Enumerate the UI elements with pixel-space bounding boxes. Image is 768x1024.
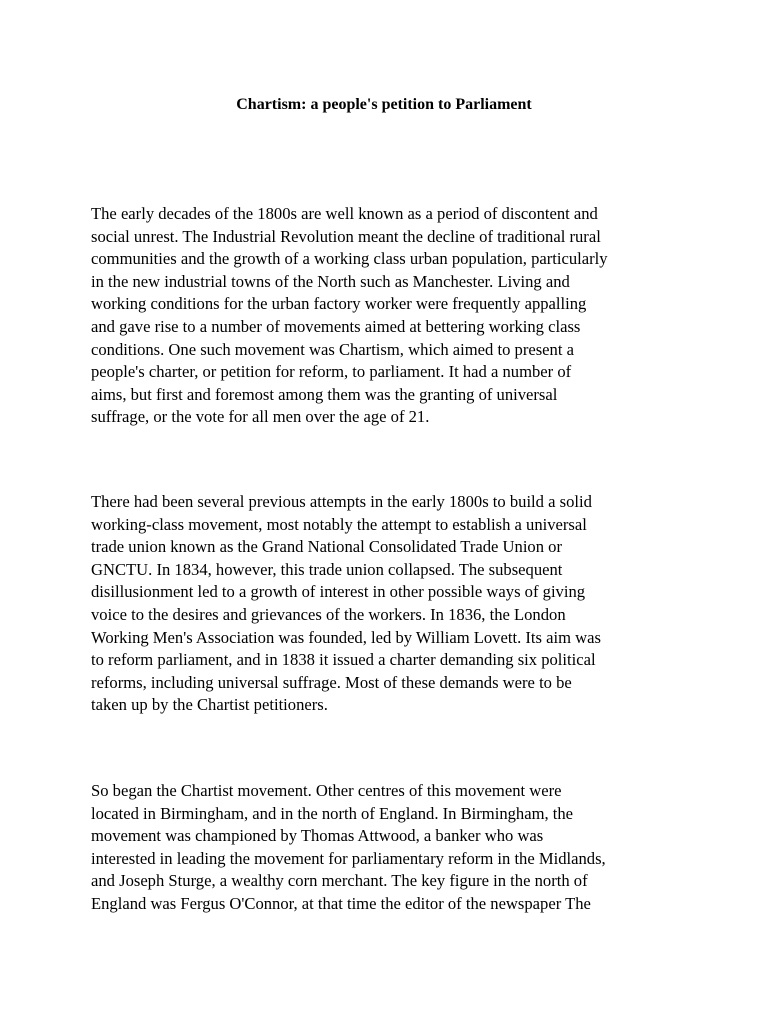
paragraph-line: and Joseph Sturge, a wealthy corn merchant. The key figure in the north of (91, 871, 588, 891)
paragraph-line: There had been several previous attempts in the early 1800s to build a solid (91, 492, 592, 511)
paragraph-line: and gave rise to a number of movements aimed at bettering working class (91, 316, 581, 336)
paragraph-line: communities and the growth of a working class urban population, particularly (91, 249, 608, 269)
paragraph-line: conditions. One such movement was Chartism, which aimed to present a (91, 339, 574, 359)
paragraph-line: aims, but first and foremost among them was the granting of universal (91, 384, 558, 404)
document-title: Chartism: a people's petition to Parliament (236, 96, 532, 113)
paragraph-line: England was Fergus O'Connor, at that time the editor of the newspaper The (91, 893, 591, 913)
paragraph-line: taken up by the Chartist petitioners. (91, 695, 328, 715)
paragraph-line: working-class movement, most notably the attempt to establish a universal (91, 514, 587, 534)
paragraph-line: interested in leading the movement for parliamentary reform in the Midlands, (91, 848, 606, 868)
paragraph-line: movement was championed by Thomas Attwood, a banker who was (91, 826, 544, 846)
paragraph-line: social unrest. The Industrial Revolution meant the decline of traditional rural (91, 226, 601, 246)
paragraph-line: Working Men's Association was founded, led by William Lovett. Its aim was (91, 627, 601, 647)
paragraph-line: GNCTU. In 1834, however, this trade union collapsed. The subsequent (91, 559, 563, 579)
paragraph-1 (91, 203, 691, 429)
paragraph-line: suffrage, or the vote for all men over the age of 21. (91, 407, 430, 427)
paragraph-2 (91, 491, 691, 717)
paragraph-line: disillusionment led to a growth of interest in other possible ways of giving (91, 582, 586, 602)
paragraph-line: to reform parliament, and in 1838 it issued a charter demanding six political (91, 650, 596, 670)
paragraph-line: The early decades of the 1800s are well known as a period of discontent and (91, 204, 598, 223)
paragraph-line: in the new industrial towns of the North such as Manchester. Living and (91, 271, 570, 291)
paragraph-3 (91, 780, 691, 916)
paragraph-line: working conditions for the urban factory worker were frequently appalling (91, 294, 587, 314)
paragraph-line: voice to the desires and grievances of the workers. In 1836, the London (91, 604, 566, 624)
paragraph-line: reforms, including universal suffrage. Most of these demands were to be (91, 672, 572, 692)
paragraph-line: trade union known as the Grand National Consolidated Trade Union or (91, 537, 563, 557)
paragraph-line: people's charter, or petition for reform, to parliament. It had a number of (91, 362, 572, 382)
paragraph-line: So began the Chartist movement. Other centres of this movement were (91, 781, 562, 800)
paragraph-line: located in Birmingham, and in the north of England. In Birmingham, the (91, 803, 574, 823)
